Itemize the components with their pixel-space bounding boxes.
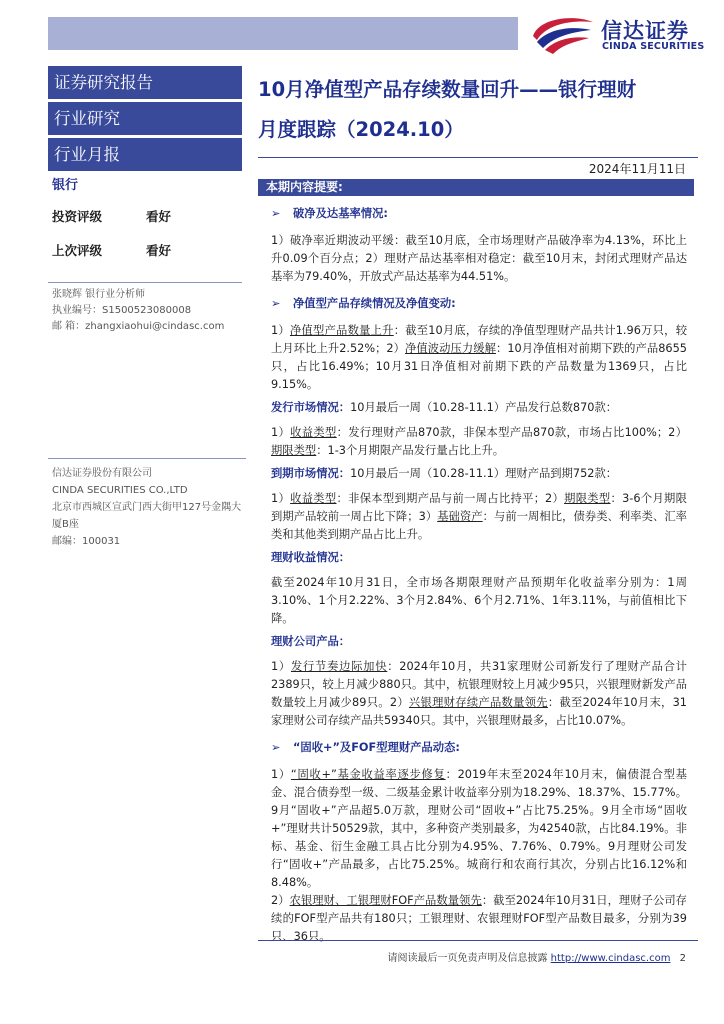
text: ：3-6个月期限到期产品较前一周占比下降；3）: [271, 492, 687, 523]
underlined-text: 农银理财、工银理财FOF产品数量领先: [289, 894, 482, 907]
analyst-email: 邮 箱：zhangxiaohui@cindasc.com: [52, 321, 225, 332]
company-address: 北京市西城区宣武门西大街甲127号金隅大厦B座: [52, 502, 242, 530]
underlined-text: “固收+”基金收益率逐步修复: [290, 768, 446, 781]
arrow-bullet-icon: ➢: [271, 297, 281, 310]
paragraph: [271, 760, 687, 892]
underlined-text: 基础资产: [437, 510, 483, 523]
section-title: “固收+”及FOF型理财产品动态:: [293, 741, 460, 754]
paragraph: [271, 652, 687, 734]
text: ：2019年末至2024年10月末，偏债混合型基金、混合债券型一级、二级基金累计收益率分别为18.29%、18.37%、15.77%。9月“固收+”产品超5.0万款，理财公司“固收+”占比75.25%。9月全市场“固收+”理财共计50529款，其中，多种资产类别最多，为42540款，占比84.19%。非标、基金、衍生金融工具占比分别为4.95%、7.76%、0.79%。9月理财公司发行“固收+”产品最多，占比75.25%。城商行和农商行其次，分别占比16.12%和8.48%。: [271, 768, 687, 889]
underlined-text: 收益类型: [290, 492, 337, 505]
title-line-1: 10月净值型产品存续数量回升——银行理财: [258, 78, 637, 101]
underlined-text: 净值型产品数量上升: [289, 324, 394, 337]
text: ：1-3个月期限产品发行量占比上升。: [316, 444, 505, 457]
section-heading-fixed-income-plus: [271, 736, 687, 760]
underlined-text: 期限类型: [271, 444, 317, 457]
summary-content: [271, 200, 687, 950]
text: 1）: [271, 324, 290, 337]
title-divider: [258, 157, 698, 158]
text: 10月最后一周（10.28-11.1）理财产品到期752款：: [350, 467, 618, 480]
sidebar-tab-research-report: 证券研究报告: [48, 66, 242, 99]
text: ：发行理财产品870款，非保本型产品870款，市场占比100%；2）: [336, 426, 687, 439]
footer-disclaimer: 请阅读最后一页免责声明及信息披露: [387, 953, 548, 964]
rating-row: [48, 203, 242, 230]
company-name-cn: 信达证券股份有限公司: [52, 468, 152, 479]
paragraph: 截至2024年10月31日，全市场各期限理财产品预期年化收益率分别为：1周3.10%、1个月2.22%、3个月2.84%、6个月2.71%、1年3.11%，与前值相比下降。: [271, 576, 687, 625]
footer-website-link[interactable]: http://www.cindasc.com: [550, 953, 671, 964]
sidebar-divider: [48, 282, 242, 283]
prev-rating-row: [48, 237, 242, 264]
rating-value: 看好: [146, 209, 172, 224]
summary-heading: 本期内容提要:: [258, 179, 694, 196]
company-name-en: CINDA SECURITIES CO.,LTD: [52, 485, 188, 496]
subheading-maturity: [271, 464, 687, 484]
underlined-text: 期限类型: [564, 492, 611, 505]
industry-name: 银行: [52, 178, 79, 193]
text: 10月最后一周（10.28-11.1）产品发行总数870款：: [350, 401, 618, 414]
text: 2）: [271, 894, 290, 907]
section-title: 净值型产品存续情况及净值变动:: [293, 297, 456, 310]
underlined-text: 收益类型: [290, 426, 337, 439]
title-line-2: 月度跟踪（2024.10）: [258, 118, 464, 141]
text: 1）: [271, 492, 291, 505]
report-date: 2024年11月11日: [588, 162, 686, 176]
logo-name-cn: 信达证券: [601, 19, 689, 43]
paragraph: [271, 316, 687, 398]
rating-label: 投资评级: [52, 209, 103, 224]
paragraph: 1）破净率近期波动平缓：截至10月底，全市场理财产品破净率为4.13%，环比上升0.09个百分点；2）理财产品达基率相对稳定：截至10月末，封闭式理财产品达基率为79.40%，开放式产品达基率为44.51%。: [271, 234, 687, 283]
text: ：截至2024年10月末，31家理财公司存续产品共59340只。其中，兴银理财最多，占比10.07%。: [271, 696, 687, 727]
text: 1）: [271, 426, 291, 439]
subheading-yield: 理财收益情况：: [271, 551, 351, 564]
report-title: [258, 70, 698, 150]
paragraph: [271, 418, 687, 464]
section-heading-breakeven: [271, 202, 687, 226]
page-number: 2: [679, 953, 686, 964]
company-postcode: 邮编：100031: [52, 536, 121, 547]
underlined-text: 兴银理财存续产品数量领先: [408, 696, 548, 709]
sidebar-tab-industry-research: 行业研究: [48, 102, 242, 135]
text: ：10月净值相对前期下跌的产品8655只，占比16.49%；10月31日净值相对前期下跌的产品数量为1369只，占比9.15%。: [271, 342, 687, 391]
subheading-issuance: [271, 398, 687, 418]
text: ：2024年10月，共31家理财公司新发行了理财产品合计2389只，较上月减少880只。其中，杭银理财较上月减少95只，兴银理财新发产品数量较上月减少89只。2）: [271, 660, 687, 709]
analyst-cert: 执业编号：S1500523080008: [52, 305, 192, 316]
subheading-label: 到期市场情况：: [271, 467, 351, 480]
arrow-bullet-icon: ➢: [271, 741, 281, 754]
paragraph: [271, 892, 687, 950]
section-heading-nav-products: [271, 292, 687, 316]
sidebar: [48, 66, 242, 335]
underlined-text: 发行节奏边际加快: [290, 660, 388, 673]
logo-mark-icon: [529, 12, 597, 54]
prev-rating-label: 上次评级: [52, 243, 103, 258]
text: 1）: [271, 768, 291, 781]
paragraph: [271, 484, 687, 548]
section-title: 破净及达基率情况:: [293, 207, 388, 220]
cinda-logo: [529, 12, 709, 56]
company-info: [48, 458, 246, 550]
company-divider: [48, 458, 246, 459]
text: ：与前一周相比，债券类、利率类、汇率类和其他类到期产品占比上升。: [271, 510, 687, 541]
underlined-text: 净值波动压力缓解: [405, 342, 496, 355]
logo-name-en: CINDA SECURITIES: [602, 41, 705, 52]
footer-divider: [258, 940, 698, 941]
subheading-company-products: 理财公司产品：: [271, 635, 351, 648]
text: ：截至2024年10月31日，理财子公司存续的FOF型产品共有180只；工银理财、农银理财FOF型产品数目最多，分别为39只、36只。: [271, 894, 687, 943]
arrow-bullet-icon: ➢: [271, 207, 281, 220]
text: ：非保本型到期产品与前一周占比持平；2）: [336, 492, 565, 505]
footer: [387, 949, 686, 964]
text: ：截至10月底，存续的净值型理财产品共计1.96万只，较上月环比上升2.52%；2）: [271, 324, 687, 355]
text: 1）: [271, 660, 291, 673]
header-bar: [48, 17, 518, 50]
prev-rating-value: 看好: [146, 243, 172, 258]
subheading-label: 发行市场情况：: [271, 401, 351, 414]
analyst-name: 张晓辉 银行业分析师: [52, 289, 146, 300]
sidebar-tab-industry-monthly: 行业月报: [48, 138, 242, 171]
